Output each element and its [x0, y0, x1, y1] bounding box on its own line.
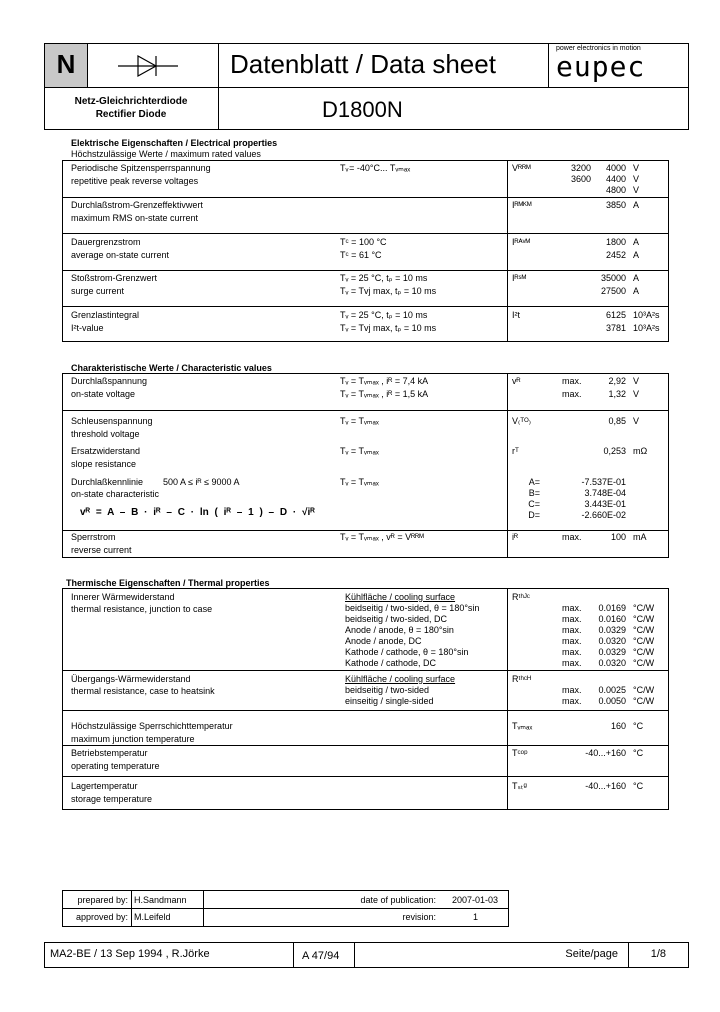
param-unit: A [633, 250, 640, 260]
param-condition: Tᵥ = Tᵥₘₐₓ , vᴿ = Vᴿᴿᴹ [340, 532, 424, 542]
param-condition: Tᵥ = Tᵥₘₐₓ , iᴿ = 1,5 kA [340, 389, 429, 399]
param-unit: °C/W [633, 614, 655, 624]
footer-reference: MA2-BE / 13 Sep 1994 , R.Jörke [50, 948, 210, 960]
param-limit: max. [562, 389, 582, 399]
param-name-en: average on-state current [71, 250, 170, 260]
param-name-de: Sperrstrom [71, 532, 116, 542]
prepared-label: prepared by: [77, 895, 128, 905]
publication-label: date of publication: [360, 895, 436, 905]
param-unit: V [633, 174, 640, 184]
param-name-en: thermal resistance, junction to case [71, 604, 213, 614]
param-value: 0.0320 [598, 636, 626, 646]
thermal-heading: Thermische Eigenschaften / Thermal properties [66, 578, 270, 588]
param-name-de: Grenzlastintegral [71, 310, 140, 320]
param-name-de: Übergangs-Wärmewiderstand [71, 674, 191, 684]
param-symbol: V₍ᵀᴼ₎ [512, 416, 531, 426]
param-condition: Tᵥ = Tᵥₘₐₓ [340, 446, 379, 456]
param-name-de: Innerer Wärmewiderstand [71, 592, 175, 602]
param-unit: A [633, 273, 640, 283]
param-symbol: vᴿ [512, 376, 521, 386]
param-value: 35000 [600, 273, 626, 283]
datasheet-title: Datenblatt / Data sheet [230, 49, 496, 79]
revision-number: 1 [472, 912, 478, 922]
param-name-en: surge current [71, 286, 125, 296]
param-unit: °C/W [633, 696, 655, 706]
param-unit: A [633, 200, 640, 210]
param-value: 160 [610, 721, 626, 731]
brand-tagline: power electronics in motion [556, 45, 641, 52]
param-unit: °C [633, 748, 644, 758]
param-unit: V [633, 389, 640, 399]
param-unit: °C/W [633, 603, 655, 613]
param-unit: V [633, 416, 640, 426]
param-limit: max. [562, 636, 582, 646]
param-value: 6125 [605, 310, 626, 320]
thermal-condition: beidseitig / two-sided, θ = 180°sin [345, 603, 480, 613]
thermal-condition: Anode / anode, DC [345, 636, 422, 646]
param-unit: mA [633, 532, 647, 542]
on-state-formula: vᴿ = A – B · iᴿ – C · ln ( iᴿ – 1 ) – D · √iᴿ [80, 507, 315, 518]
param-name-en: maximum junction temperature [71, 734, 195, 744]
param-unit: °C [633, 721, 644, 731]
param-condition: Tᶜ = 61 °C [340, 250, 382, 260]
coef-value: 3.443E-01 [584, 499, 626, 509]
param-value: -40...+160 [585, 781, 626, 791]
coef-label: A= [528, 477, 540, 487]
param-condition: Tᵥ = Tᵥₘₐₓ , iᴿ = 7,4 kA [340, 376, 429, 386]
param-value: 0.0050 [598, 696, 626, 706]
param-name-de: Schleusenspannung [71, 416, 153, 426]
param-limit: max. [562, 685, 582, 695]
param-symbol: Vᴿᴿᴹ [512, 163, 531, 173]
param-value: 100 [610, 532, 626, 542]
param-name-en: repetitive peak reverse voltages [71, 176, 199, 186]
param-condition: Tᵥ = Tᵥₘₐₓ [340, 477, 379, 487]
electrical-subheading: Höchstzulässige Werte / maximum rated values [71, 149, 261, 159]
coef-label: B= [528, 488, 540, 498]
param-limit: max. [562, 376, 582, 386]
thermal-condition: beidseitig / two-sided, DC [345, 614, 448, 624]
param-unit: 10³A²s [633, 323, 660, 333]
type-letter: N [56, 49, 76, 79]
footer-code: A 47/94 [302, 950, 340, 962]
device-name-en: Rectifier Diode [95, 109, 167, 120]
param-unit: °C/W [633, 625, 655, 635]
param-name-de: Periodische Spitzensperrspannung [71, 163, 211, 173]
param-value: 2452 [605, 250, 626, 260]
param-value: 27500 [600, 286, 626, 296]
param-name-de: Dauergrenzstrom [71, 237, 141, 247]
thermal-condition: Kathode / cathode, θ = 180°sin [345, 647, 469, 657]
characteristic-heading: Charakteristische Werte / Characteristic values [71, 363, 272, 373]
param-value: 0.0169 [598, 603, 626, 613]
param-condition: Tᵥ = Tvj max, tₚ = 10 ms [340, 286, 437, 296]
param-value: 0.0329 [598, 647, 626, 657]
param-value: 0.0329 [598, 625, 626, 635]
param-condition: Tᵥ = Tvj max, tₚ = 10 ms [340, 323, 437, 333]
param-unit: V [633, 185, 640, 195]
param-unit: V [633, 376, 640, 386]
param-condition: Tᵥ = 25 °C, tₚ = 10 ms [340, 273, 428, 283]
param-unit: °C [633, 781, 644, 791]
param-name-de: Ersatzwiderstand [71, 446, 141, 456]
param-name-de: Lagertemperatur [71, 781, 138, 791]
param-value: 3850 [605, 200, 626, 210]
param-limit: max. [562, 614, 582, 624]
param-name-en: storage temperature [71, 794, 153, 804]
param-unit: A [633, 237, 640, 247]
param-value: 3600 4400 [570, 174, 626, 184]
param-limit: max. [562, 696, 582, 706]
param-symbol: I²t [512, 310, 520, 320]
param-symbol: Tᵥₘₐₓ [512, 721, 533, 731]
publication-date: 2007-01-03 [451, 895, 498, 905]
coef-label: C= [528, 499, 540, 509]
param-limit: max. [562, 647, 582, 657]
param-unit: A [633, 286, 640, 296]
param-unit: mΩ [633, 446, 648, 456]
prepared-by: H.Sandmann [134, 895, 187, 905]
coef-value: -2.660E-02 [581, 510, 626, 520]
param-limit: max. [562, 625, 582, 635]
param-name-en: on-state characteristic [71, 489, 160, 499]
param-name-en: reverse current [71, 545, 132, 555]
brand-logo: eupec [556, 50, 646, 83]
param-limit: max. [562, 658, 582, 668]
param-symbol: Rᵗʰᶜᴴ [512, 674, 531, 684]
param-name-de: Höchstzulässige Sperrschichttemperatur [71, 721, 233, 731]
param-symbol: Tₛₜᵍ [512, 781, 527, 791]
param-name-de: Durchlaßspannung [71, 376, 148, 386]
param-name-de: Betriebstemperatur [71, 748, 148, 758]
param-name-de: Stoßstrom-Grenzwert [71, 273, 158, 283]
param-value: 0,85 [608, 416, 626, 426]
part-number: D1800N [322, 97, 403, 122]
page-label: Seite/page [565, 948, 618, 960]
coef-value: -7.537E-01 [581, 477, 626, 487]
param-symbol: iᴿ [512, 532, 519, 542]
param-name-en: slope resistance [71, 459, 137, 469]
param-name-en: threshold voltage [71, 429, 140, 439]
param-unit: V [633, 163, 640, 173]
param-symbol: rᵀ [512, 446, 519, 456]
param-name-en: maximum RMS on-state current [71, 213, 199, 223]
param-condition: Tᵥ = 25 °C, tₚ = 10 ms [340, 310, 428, 320]
cooling-surface-label: Kühlfläche / cooling surface [345, 674, 456, 684]
param-unit: °C/W [633, 647, 655, 657]
thermal-condition: beidseitig / two-sided [345, 685, 430, 695]
param-value: 0.0025 [598, 685, 626, 695]
coef-label: D= [528, 510, 540, 520]
param-unit: 10³A²s [633, 310, 660, 320]
param-condition: Tᵥ = -40°C... Tᵥₘₐₓ [340, 163, 411, 173]
param-value: 4800 [570, 185, 626, 195]
param-symbol: Rᵗʰᴶᶜ [512, 592, 530, 602]
param-value: 1,32 [608, 389, 626, 399]
param-limit: max. [562, 532, 582, 542]
page-number: 1/8 [650, 948, 666, 960]
param-value: 1800 [605, 237, 626, 247]
param-value: -40...+160 [585, 748, 626, 758]
param-value: 3200 4000 [570, 163, 626, 173]
param-name-de: Durchlaßstrom-Grenzeffektivwert [71, 200, 203, 210]
param-unit: °C/W [633, 636, 655, 646]
device-name-de: Netz-Gleichrichterdiode [74, 96, 188, 107]
param-condition: Tᵥ = Tᵥₘₐₓ [340, 416, 379, 426]
electrical-heading: Elektrische Eigenschaften / Electrical properties [71, 138, 278, 148]
param-value: 0.0320 [598, 658, 626, 668]
param-name-en: operating temperature [71, 761, 160, 771]
param-symbol: Iᴿˢᴹ [512, 273, 527, 283]
param-condition: Tᶜ = 100 °C [340, 237, 387, 247]
cooling-surface-label: Kühlfläche / cooling surface [345, 592, 456, 602]
coef-value: 3.748E-04 [584, 488, 626, 498]
param-name-de: Durchlaßkennlinie 500 A ≤ iᴿ ≤ 9000 A [71, 477, 240, 487]
param-unit: °C/W [633, 685, 655, 695]
param-symbol: Iᴿᴹᴷᴹ [512, 200, 532, 210]
param-value: 3781 [605, 323, 626, 333]
diode-symbol-icon [118, 53, 178, 79]
approved-label: approved by: [75, 912, 128, 922]
thermal-condition: Kathode / cathode, DC [345, 658, 437, 668]
revision-label: revision: [402, 912, 436, 922]
param-symbol: Tᶜᵒᵖ [512, 748, 528, 758]
thermal-condition: einseitig / single-sided [345, 696, 434, 706]
param-value: 0.0160 [598, 614, 626, 624]
param-name-en: thermal resistance, case to heatsink [71, 686, 215, 696]
thermal-condition: Anode / anode, θ = 180°sin [345, 625, 454, 635]
param-symbol: Iᴿᴬᵛᴹ [512, 237, 531, 247]
approved-by: M.Leifeld [134, 912, 171, 922]
param-name-en: I²t-value [71, 323, 104, 333]
param-unit: °C/W [633, 658, 655, 668]
param-value: 0,253 [603, 446, 626, 456]
param-value: 2,92 [608, 376, 626, 386]
param-limit: max. [562, 603, 582, 613]
param-name-en: on-state voltage [71, 389, 136, 399]
